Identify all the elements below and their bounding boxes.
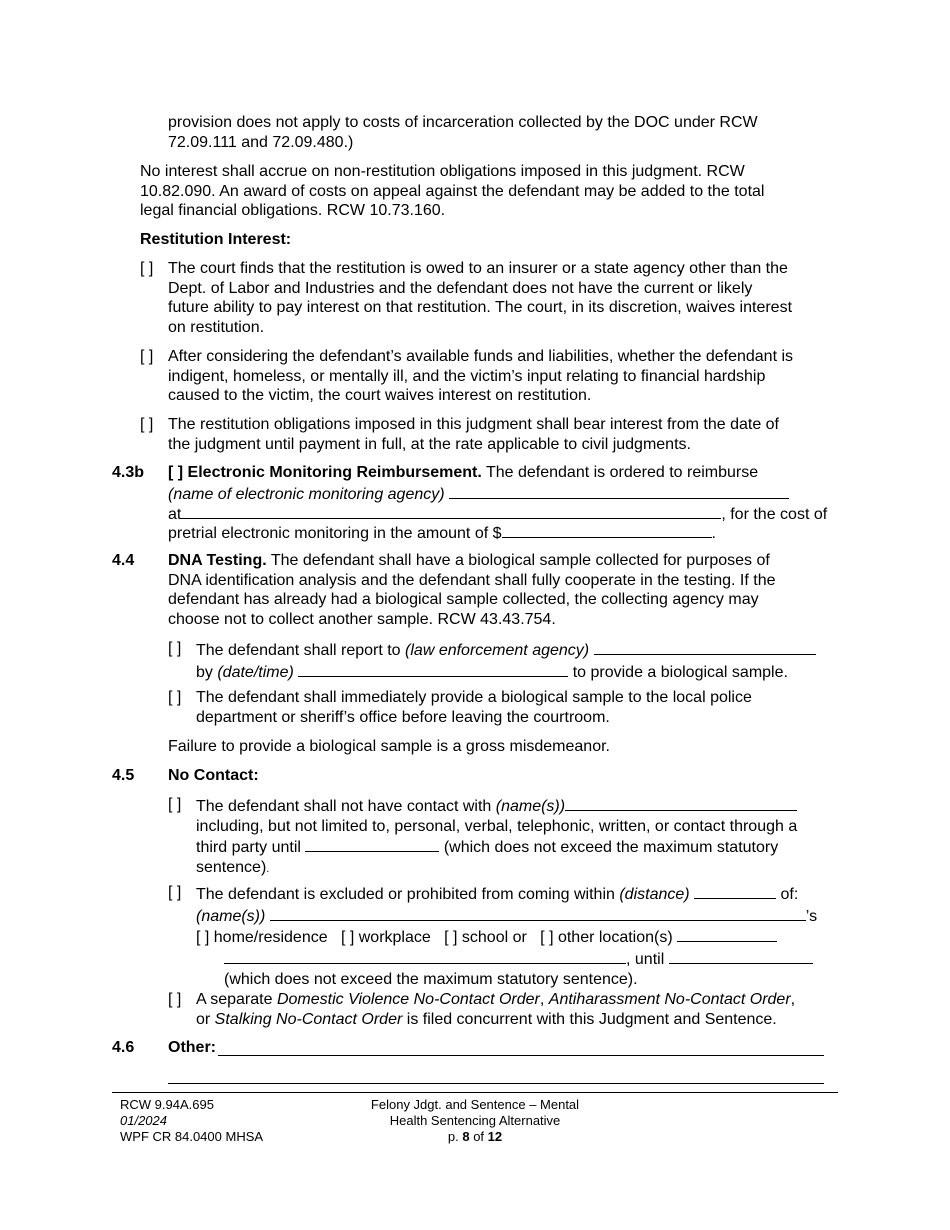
dna-option-1: The defendant shall report to (law enforcement agency) by (date/time) to provide a biological sample. bbox=[196, 639, 816, 682]
footer-left: RCW 9.94A.695 01/2024 WPF CR 84.0400 MHSA bbox=[120, 1097, 264, 1144]
no-contact-checkbox-1[interactable]: [ ] bbox=[168, 796, 182, 813]
section-number-4-3b: 4.3b bbox=[112, 464, 145, 481]
restitution-interest-heading: Restitution Interest: bbox=[140, 231, 292, 248]
no-contact-checkbox-3[interactable]: [ ] bbox=[168, 991, 182, 1008]
no-contact-option-1: The defendant shall not have contact with (name(s)) including, but not limited to, personal, verbal, telephonic, written, or contact through a third party until (which does not exceed the maximum statutory sentence). bbox=[196, 795, 797, 880]
no-contact-names-field[interactable] bbox=[565, 795, 797, 811]
other-field-line-2[interactable] bbox=[168, 1083, 824, 1084]
continuation-text: provision does not apply to costs of incarceration collected by the DOC under RCW 72.09.111 and 72.09.480.) bbox=[168, 114, 758, 151]
monitoring-address-field[interactable] bbox=[181, 503, 721, 519]
location-home-checkbox[interactable]: [ ] home/residence bbox=[196, 929, 328, 947]
restitution-option-3: The restitution obligations imposed in this judgment shall bear interest from the date of the judgment until payment in full, at the rate applicable to civil judgments. bbox=[168, 416, 779, 453]
section-number-4-5: 4.5 bbox=[112, 767, 135, 784]
no-contact-option-2: The defendant is excluded or prohibited from coming within (distance) of: (name(s)) ’s [ ] home/residence [ ] workplace [ ] school or [ ] other location(s) , until (which does not exceed the maximum statutory sentence). bbox=[196, 883, 817, 990]
restitution-checkbox-3[interactable]: [ ] bbox=[140, 416, 154, 433]
footer-divider bbox=[112, 1092, 838, 1093]
dna-checkbox-1[interactable]: [ ] bbox=[168, 640, 182, 657]
dna-checkbox-2[interactable]: [ ] bbox=[168, 689, 182, 706]
law-enforcement-agency-field[interactable] bbox=[594, 639, 816, 655]
no-contact-checkbox-2[interactable]: [ ] bbox=[168, 884, 182, 901]
date-time-field[interactable] bbox=[298, 661, 568, 677]
other-field-line-1[interactable] bbox=[218, 1055, 824, 1056]
no-interest-paragraph: No interest shall accrue on non-restitution obligations imposed in this judgment. RCW 10.82.090. An award of costs on appeal against the defendant may be added to the total legal financial obligations. RCW 10.73.160. bbox=[140, 163, 765, 220]
no-contact-heading: No Contact: bbox=[168, 767, 259, 784]
section-4-3b-line-4: pretrial electronic monitoring in the amount of $ . bbox=[168, 522, 716, 544]
dna-testing-paragraph: DNA Testing. The defendant shall have a biological sample collected for purposes of DNA identification analysis and the defendant shall fully cooperate in the testing. If the defendant has already had a biological sample collected, the collecting agency may choose not to collect another sample. RCW 43.43.754. bbox=[168, 552, 776, 629]
restitution-option-1: The court finds that the restitution is owed to an insurer or a state agency other than the Dept. of Labor and Industries and the defendant does not have the current or likely future ability to pay interest on that restitution. The court, in its discretion, waives interest on restitution. bbox=[168, 260, 793, 337]
section-4-3b-line-2: (name of electronic monitoring agency) bbox=[168, 483, 789, 505]
no-contact-until-field[interactable] bbox=[305, 836, 439, 852]
monitoring-amount-field[interactable] bbox=[502, 522, 712, 538]
excluded-names-field[interactable] bbox=[270, 905, 806, 921]
section-number-4-6: 4.6 bbox=[112, 1039, 135, 1056]
location-school-checkbox[interactable]: [ ] school or bbox=[444, 929, 527, 947]
dna-testing-heading: DNA Testing. bbox=[168, 552, 267, 569]
section-4-3b-line-3: at , for the cost of bbox=[168, 503, 827, 525]
section-4-3b-heading[interactable]: [ ] Electronic Monitoring Reimbursement. bbox=[168, 464, 482, 481]
other-location-field-2[interactable] bbox=[224, 948, 626, 964]
location-workplace-checkbox[interactable]: [ ] workplace bbox=[340, 929, 431, 947]
restitution-checkbox-1[interactable]: [ ] bbox=[140, 260, 154, 277]
other-heading: Other: bbox=[168, 1039, 216, 1056]
section-number-4-4: 4.4 bbox=[112, 552, 135, 569]
location-other-checkbox[interactable]: [ ] other location(s) bbox=[540, 929, 673, 947]
monitoring-agency-field[interactable] bbox=[449, 483, 789, 499]
other-location-field[interactable] bbox=[677, 926, 777, 942]
no-contact-option-3: A separate Domestic Violence No-Contact Order, Antiharassment No-Contact Order, or Stalking No-Contact Order is filed concurrent with this Judgment and Sentence. bbox=[196, 991, 796, 1028]
restitution-checkbox-2[interactable]: [ ] bbox=[140, 348, 154, 365]
distance-field[interactable] bbox=[694, 883, 776, 899]
dna-option-2: The defendant shall immediately provide a biological sample to the local police department or sheriff’s office before leaving the courtroom. bbox=[196, 689, 752, 726]
dna-failure-text: Failure to provide a biological sample is a gross misdemeanor. bbox=[168, 738, 610, 755]
section-4-3b-line-1: [ ] Electronic Monitoring Reimbursement. The defendant is ordered to reimburse bbox=[168, 464, 759, 481]
footer-center: Felony Jdgt. and Sentence – Mental Health Sentencing Alternative p. 8 of 12 bbox=[300, 1097, 650, 1145]
restitution-option-2: After considering the defendant’s available funds and liabilities, whether the defendant is indigent, homeless, or mentally ill, and the victim’s input relating to financial hardship caused to the victim, the court waives interest on restitution. bbox=[168, 348, 794, 405]
page-indicator: p. 8 of 12 bbox=[447, 1129, 503, 1144]
exclusion-until-field[interactable] bbox=[669, 948, 813, 964]
